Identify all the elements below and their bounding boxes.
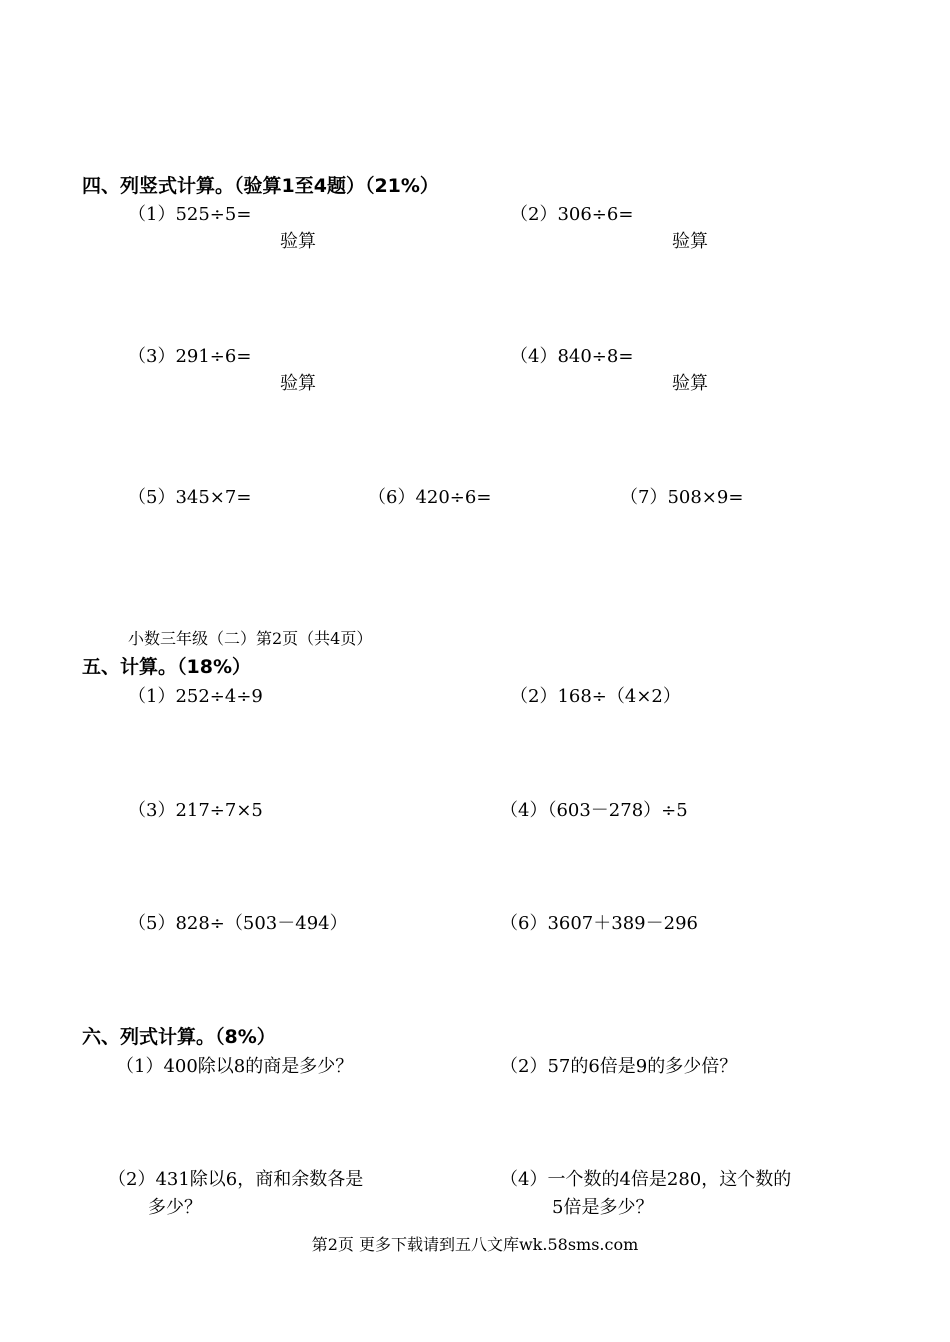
s6-item-3: （2）431除以6，商和余数各是 (108, 1169, 364, 1190)
page-note: 小数三年级（二）第2页（共4页） (128, 629, 373, 648)
s5-item-6: （6）3607＋389－296 (500, 913, 698, 934)
s6-item-4-cont: 5倍是多少？ (552, 1197, 654, 1218)
page-footer: 第2页 更多下载请到五八文库wk.58sms.com (311, 1235, 639, 1254)
s6-item-1: （1）400除以8的商是多少？ (116, 1056, 354, 1077)
s4-item-4: （4）840÷8= (510, 346, 634, 367)
section5-heading: 五、计算。（18%） (82, 656, 251, 678)
s4-check-2: 验算 (672, 231, 708, 252)
s6-item-2: （2）57的6倍是9的多少倍？ (500, 1056, 738, 1077)
s6-item-3-cont: 多少？ (148, 1197, 202, 1218)
section6-heading: 六、列式计算。（8%） (82, 1026, 276, 1048)
s5-item-3: （3）217÷7×5 (128, 800, 263, 821)
s4-item-7: （7）508×9= (620, 487, 744, 508)
s4-item-5: （5）345×7= (128, 487, 252, 508)
section4-heading: 四、列竖式计算。（验算1至4题）（21%） (82, 175, 439, 197)
s5-item-4: （4）（603－278）÷5 (500, 800, 688, 821)
s5-item-2: （2）168÷（4×2） (510, 686, 681, 707)
s4-item-3: （3）291÷6= (128, 346, 252, 367)
s5-item-5: （5）828÷（503－494） (128, 913, 348, 934)
s4-check-1: 验算 (280, 231, 316, 252)
s4-item-1: （1）525÷5= (128, 204, 252, 225)
s4-check-4: 验算 (672, 373, 708, 394)
s4-item-2: （2）306÷6= (510, 204, 634, 225)
s6-item-4: （4）一个数的4倍是280，这个数的 (500, 1169, 792, 1190)
s4-item-6: （6）420÷6= (368, 487, 492, 508)
s5-item-1: （1）252÷4÷9 (128, 686, 263, 707)
s4-check-3: 验算 (280, 373, 316, 394)
